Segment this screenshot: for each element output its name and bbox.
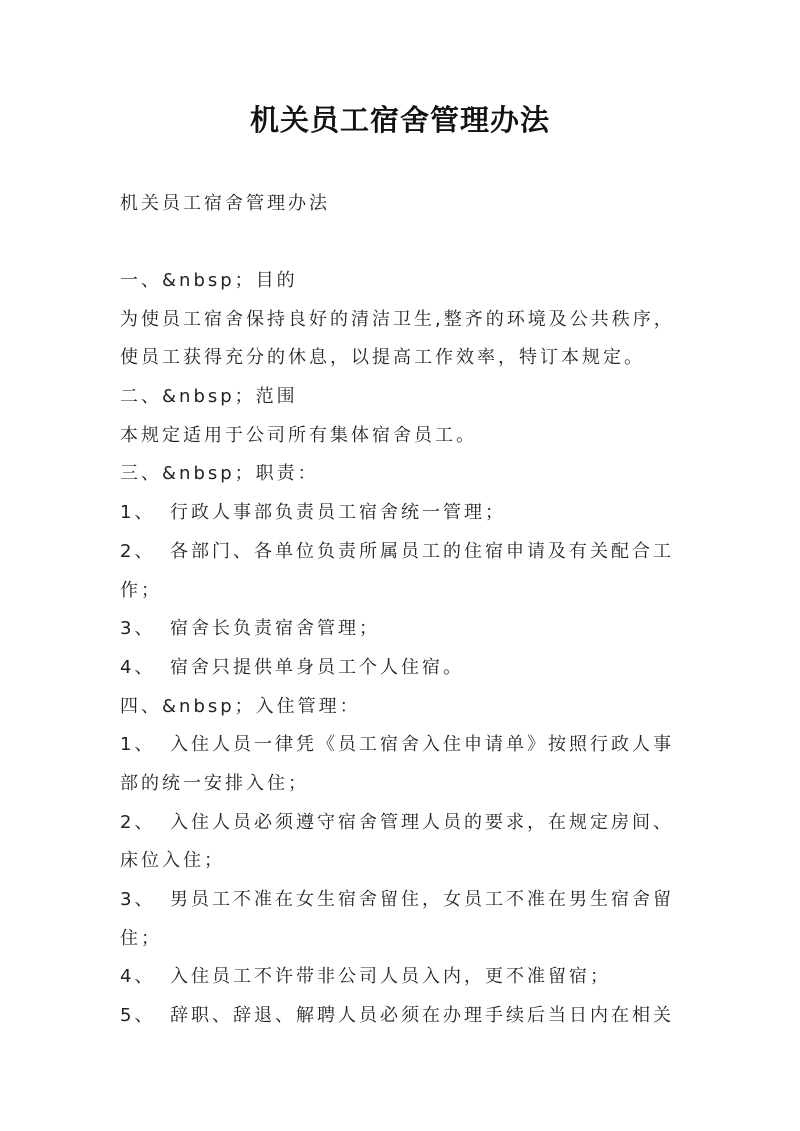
- paragraph-line: [120, 494, 700, 533]
- paragraph-line: [120, 726, 700, 765]
- line-text: 为使员工宿舍保持良好的清洁卫生,整齐的环境及公共秩序，: [120, 308, 675, 330]
- line-text: 本规定适用于公司所有集体宿舍员工。: [120, 424, 477, 446]
- list-number: 4、: [120, 966, 156, 988]
- document-subtitle: 机关员工宿舍管理办法: [120, 193, 330, 214]
- paragraph-line: [120, 262, 700, 301]
- line-text: 入住人员一律凭《员工宿舍入住申请单》按照行政人事: [170, 734, 674, 756]
- paragraph-line: [120, 339, 700, 378]
- paragraph-line: [120, 610, 700, 649]
- list-number: 5、: [120, 1005, 156, 1027]
- paragraph-line: [120, 881, 700, 920]
- line-text: 宿舍只提供单身员工个人住宿。: [170, 656, 464, 678]
- paragraph-line: [120, 455, 700, 494]
- paragraph-line: [120, 920, 700, 959]
- list-number: 3、: [120, 618, 156, 640]
- list-number: 1、: [120, 734, 156, 756]
- list-number: 1、: [120, 502, 156, 524]
- line-text: 作；: [120, 579, 162, 601]
- line-text: 辞职、辞退、解聘人员必须在办理手续后当日内在相关: [170, 1005, 674, 1027]
- line-text: 各部门、各单位负责所属员工的住宿申请及有关配合工: [170, 540, 674, 562]
- line-text: 部的统一安排入住；: [120, 772, 309, 794]
- line-text: 入住员工不许带非公司人员入内，更不准留宿；: [170, 966, 611, 988]
- line-text: 一、&nbsp；目的: [120, 270, 298, 291]
- line-text: 四、&nbsp；入住管理：: [120, 695, 361, 717]
- paragraph-line: [120, 649, 700, 688]
- paragraph-line: [120, 958, 700, 997]
- paragraph-line: [120, 765, 700, 804]
- line-text: 男员工不准在女生宿舍留住，女员工不准在男生宿舍留: [170, 889, 674, 910]
- paragraph-line: [120, 301, 700, 340]
- list-number: 3、: [120, 889, 156, 910]
- line-text: 宿舍长负责宿舍管理；: [170, 618, 380, 640]
- document-title: 机关员工宿舍管理办法: [249, 103, 550, 137]
- line-text: 二、&nbsp；范围: [120, 386, 298, 408]
- line-text: 入住人员必须遵守宿舍管理人员的要求，在规定房间、: [170, 811, 674, 833]
- line-text: 住；: [120, 927, 162, 949]
- paragraph-line: [120, 842, 700, 881]
- list-number: 4、: [120, 656, 156, 678]
- paragraph-line: [120, 804, 700, 843]
- paragraph-line: [120, 378, 700, 417]
- paragraph-line: [120, 997, 700, 1036]
- list-number: 2、: [120, 540, 156, 562]
- paragraph-line: [120, 572, 700, 611]
- paragraph-line: [120, 417, 700, 456]
- line-text: 行政人事部负责员工宿舍统一管理；: [170, 502, 506, 524]
- paragraph-line: [120, 688, 700, 727]
- line-text: 使员工获得充分的休息，以提高工作效率，特订本规定。: [120, 347, 645, 369]
- list-number: 2、: [120, 811, 156, 833]
- line-text: 床位入住；: [120, 850, 225, 872]
- line-text: 三、&nbsp；职责：: [120, 463, 319, 485]
- document-body: [120, 262, 700, 1036]
- paragraph-line: [120, 533, 700, 572]
